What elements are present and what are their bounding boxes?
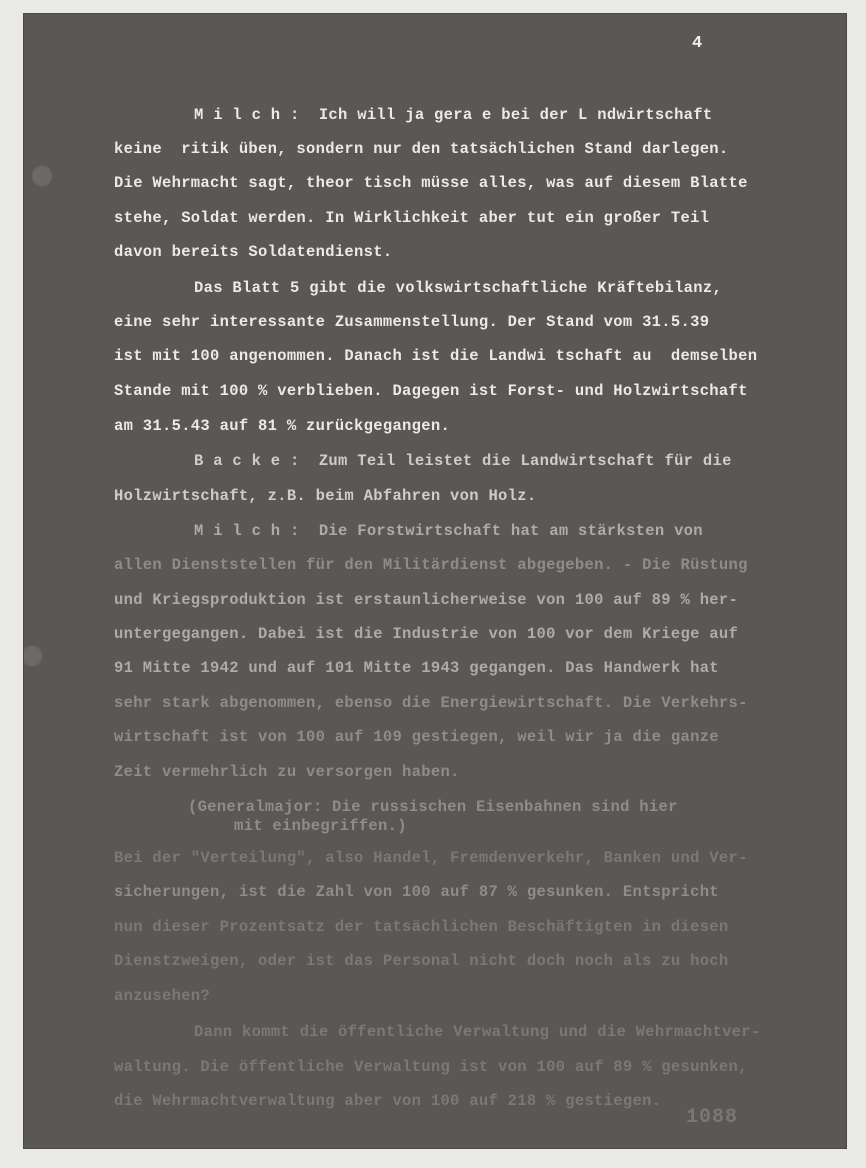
- text-line: mit einbegriffen.): [234, 817, 407, 835]
- text-line: Bei der "Verteilung", also Handel, Fremdenverkehr, Banken und Ver-: [114, 849, 748, 867]
- text-line: allen Dienststellen für den Militärdienst abgegeben. - Die Rüstung: [114, 556, 748, 574]
- text-line: B a c k e : Zum Teil leistet die Landwirtschaft für die: [194, 452, 732, 470]
- text-line: M i l c h : Die Forstwirtschaft hat am stärksten von: [194, 522, 703, 540]
- text-line: 91 Mitte 1942 und auf 101 Mitte 1943 gegangen. Das Handwerk hat: [114, 659, 719, 677]
- text-line: anzusehen?: [114, 987, 211, 1005]
- typed-text: [24, 106, 846, 1110]
- text-line: Holzwirtschaft, z.B. beim Abfahren von Holz.: [114, 487, 537, 505]
- text-line: Dienstzweigen, oder ist das Personal nicht doch noch als zu hoch: [114, 952, 729, 970]
- page-number: 4: [692, 34, 703, 53]
- text-line: untergegangen. Dabei ist die Industrie von 100 vor dem Kriege auf: [114, 625, 739, 643]
- archive-stamp: 1088: [686, 1106, 739, 1129]
- text-line: davon bereits Soldatendienst.: [114, 243, 393, 261]
- text-line: waltung. Die öffentliche Verwaltung ist von 100 auf 89 % gesunken,: [114, 1058, 748, 1076]
- document-page: [24, 14, 846, 1148]
- text-line: die Wehrmachtverwaltung aber von 100 auf 218 % gestiegen.: [114, 1092, 662, 1110]
- text-line: ist mit 100 angenommen. Danach ist die Landwi tschaft au demselben: [114, 347, 758, 365]
- text-line: keine ritik üben, sondern nur den tatsächlichen Stand darlegen.: [114, 140, 729, 158]
- text-line: M i l c h : Ich will ja gera e bei der L ndwirtschaft: [194, 106, 713, 124]
- text-line: und Kriegsproduktion ist erstaunlicherweise von 100 auf 89 % her-: [114, 591, 739, 609]
- text-line: (Generalmajor: Die russischen Eisenbahnen sind hier: [188, 798, 678, 816]
- text-line: stehe, Soldat werden. In Wirklichkeit aber tut ein großer Teil: [114, 209, 710, 227]
- text-line: Das Blatt 5 gibt die volkswirtschaftliche Kräftebilanz,: [194, 279, 723, 297]
- text-line: Die Wehrmacht sagt, theor tisch müsse alles, was auf diesem Blatte: [114, 174, 748, 192]
- text-line: eine sehr interessante Zusammenstellung. Der Stand vom 31.5.39: [114, 313, 710, 331]
- text-line: sehr stark abgenommen, ebenso die Energiewirtschaft. Die Verkehrs-: [114, 694, 748, 712]
- text-line: wirtschaft ist von 100 auf 109 gestiegen, weil wir ja die ganze: [114, 728, 719, 746]
- text-line: Zeit vermehrlich zu versorgen haben.: [114, 763, 460, 781]
- text-line: am 31.5.43 auf 81 % zurückgegangen.: [114, 417, 451, 435]
- text-line: Stande mit 100 % verblieben. Dagegen ist Forst- und Holzwirtschaft: [114, 382, 748, 400]
- text-line: Dann kommt die öffentliche Verwaltung und die Wehrmachtver-: [194, 1023, 761, 1041]
- text-line: nun dieser Prozentsatz der tatsächlichen Beschäftigten in diesen: [114, 918, 729, 936]
- text-line: sicherungen, ist die Zahl von 100 auf 87 % gesunken. Entspricht: [114, 883, 719, 901]
